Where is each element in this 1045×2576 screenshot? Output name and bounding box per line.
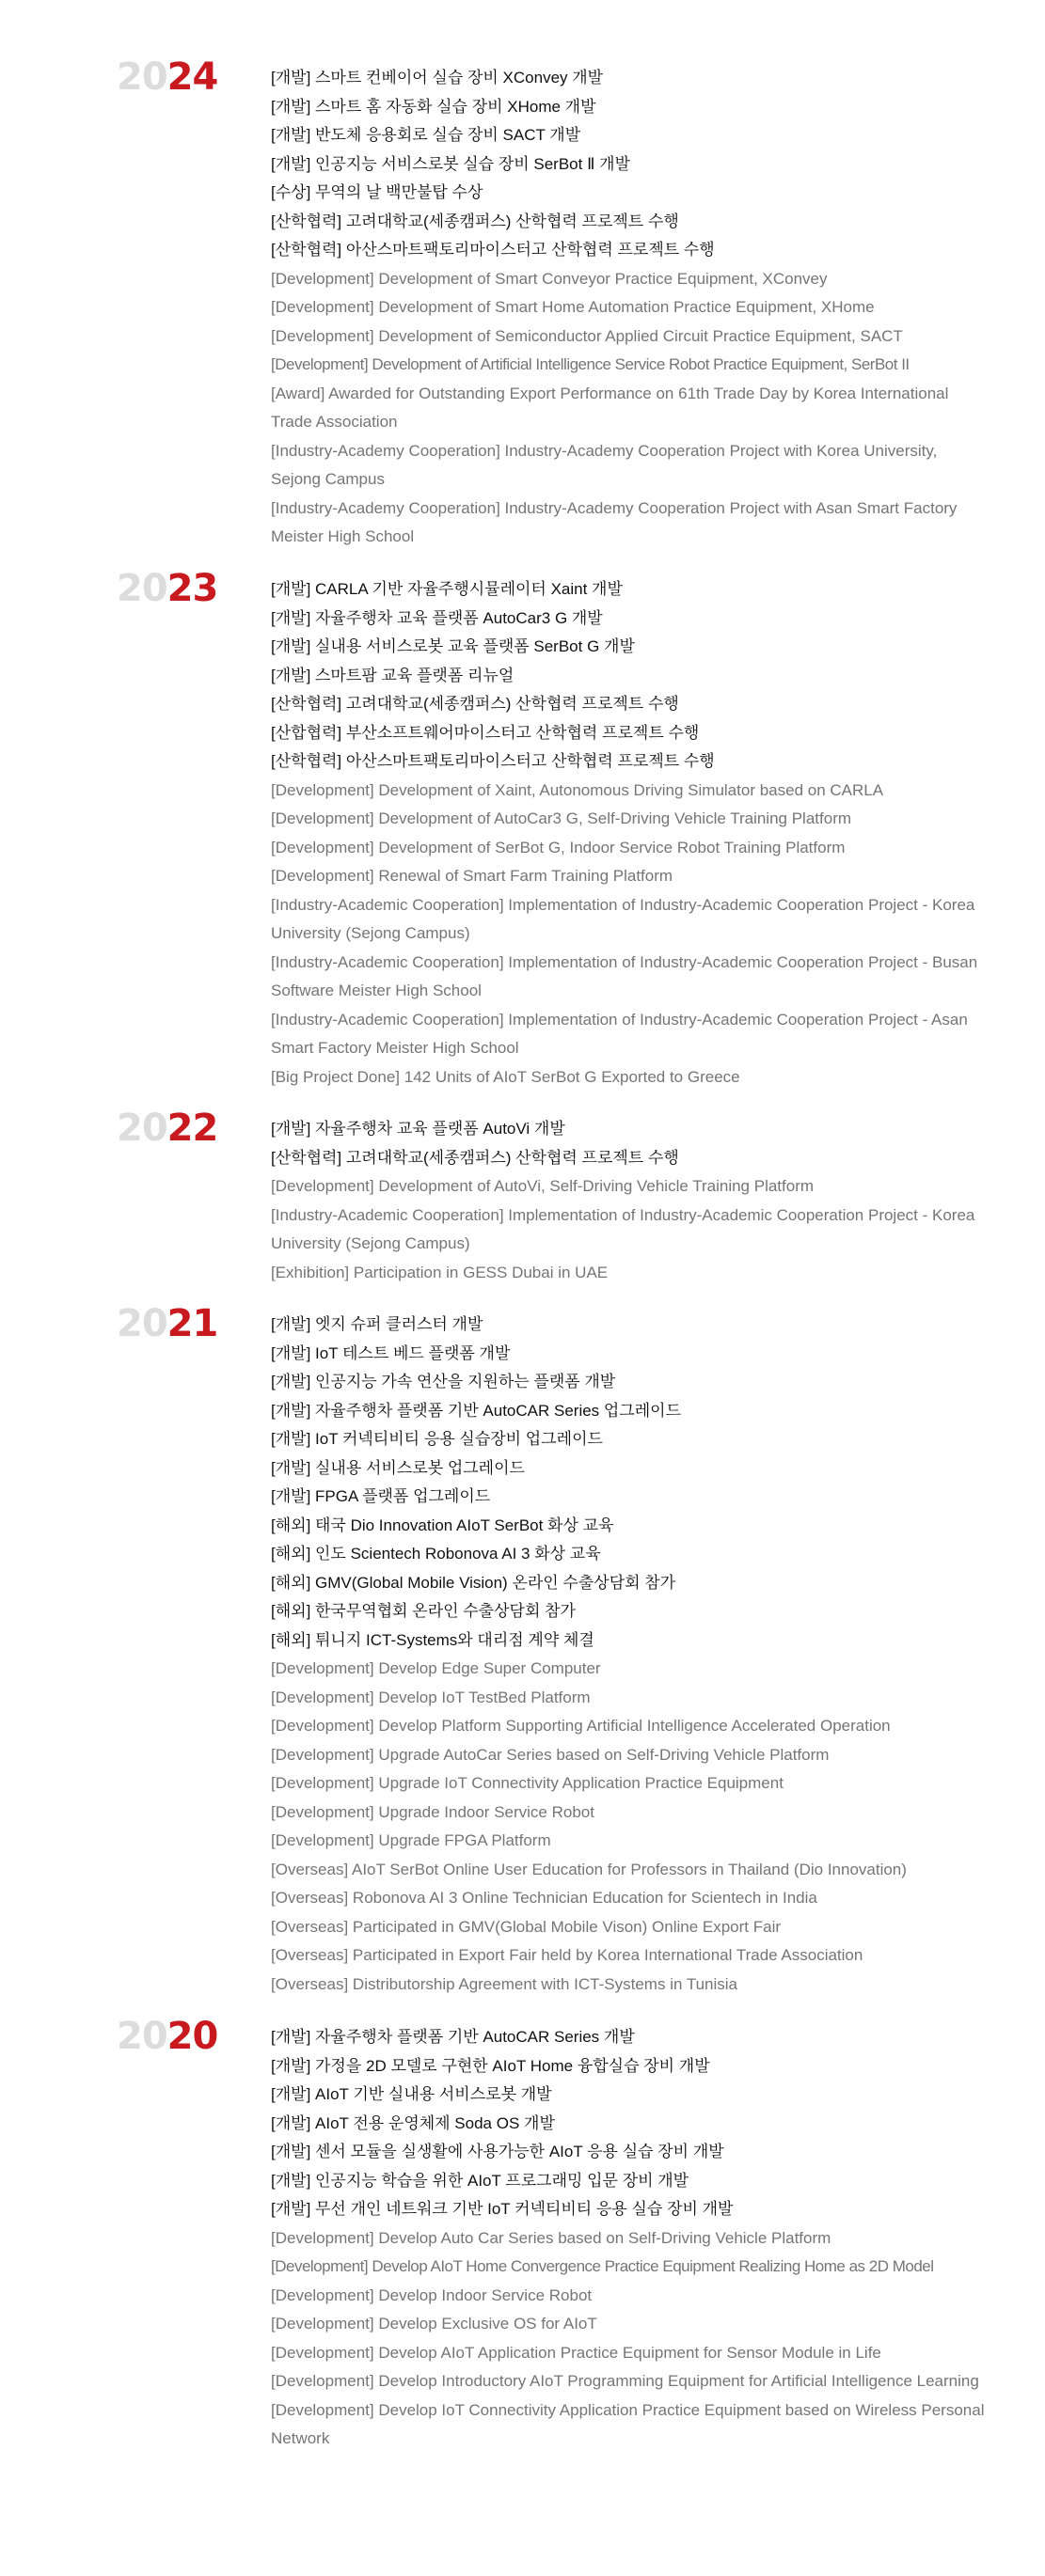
year-suffix: 24 — [166, 55, 218, 99]
history-item: [Development] Development of Xaint, Autonomous Driving Simulator based on CARLA — [271, 780, 884, 799]
history-item: [개발] 자율주행차 교육 플랫폼 AutoVi 개발 — [271, 1120, 565, 1138]
history-item: [개발] AIoT 기반 실내용 서비스로봇 개발 — [271, 2085, 552, 2103]
year-suffix: 20 — [166, 2015, 218, 2058]
year-prefix: 20 — [117, 1107, 167, 1150]
history-item: [Development] Develop Auto Car Series based on Self-Driving Vehicle Platform — [271, 2228, 831, 2247]
year-suffix: 23 — [166, 567, 218, 610]
history-item: [산합협력] 부산소프트웨어마이스터고 산학협력 프로젝트 수행 — [271, 723, 700, 742]
history-item: [Exhibition] Participation in GESS Dubai in UAE — [271, 1263, 609, 1281]
year-heading — [117, 566, 217, 611]
history-item: [해외] GMV(Global Mobile Vision) 온라인 수출상담회 참가 — [271, 1573, 676, 1592]
history-item: [해외] 인도 Scientech Robonova AI 3 화상 교육 — [271, 1545, 601, 1563]
history-item: [개발] CARLA 기반 자율주행시뮬레이터 Xaint 개발 — [271, 580, 623, 598]
history-item: [Development] Development of AutoVi, Self-Driving Vehicle Training Platform — [271, 1177, 815, 1195]
history-item: [Development] Development of AutoCar3 G, Self-Driving Vehicle Training Platform — [271, 809, 852, 827]
history-item: [산학협력] 고려대학교(세종캠퍼스) 산학협력 프로젝트 수행 — [271, 1148, 679, 1167]
history-item: [Development] Upgrade AutoCar Series based on Self-Driving Vehicle Platform — [271, 1745, 830, 1764]
year-heading — [117, 1106, 217, 1151]
year-heading — [117, 1301, 217, 1346]
year-prefix: 20 — [117, 2015, 167, 2058]
history-item: [개발] 엣지 슈퍼 클러스터 개발 — [271, 1315, 483, 1333]
history-item: [산학협력] 고려대학교(세종캠퍼스) 산학협력 프로젝트 수행 — [271, 212, 679, 230]
history-item: [개발] 인공지능 학습을 위한 AIoT 프로그래밍 입문 장비 개발 — [271, 2171, 689, 2190]
history-item: [Development] Develop Platform Supporting Artificial Intelligence Accelerated Operation — [271, 1717, 891, 1735]
history-item: [개발] 스마트팜 교육 플랫폼 리뉴얼 — [271, 666, 515, 684]
history-item: [산학협력] 아산스마트팩토리마이스터고 산학협력 프로젝트 수행 — [271, 241, 715, 259]
history-item: [Big Project Done] 142 Units of AIoT SerBot G Exported to Greece — [271, 1067, 740, 1086]
history-item: [Development] Development of Semiconductor Applied Circuit Practice Equipment, SACT — [271, 326, 903, 345]
history-item: [개발] 실내용 서비스로봇 교육 플랫폼 SerBot G 개발 — [271, 637, 635, 655]
year-item-list — [271, 1311, 986, 1999]
history-item: [Industry-Academy Cooperation] Industry-Academy Cooperation Project with Asan Smart Factory Meister High School — [271, 498, 958, 545]
history-item: [개발] 자율주행차 플랫폼 기반 AutoCAR Series 업그레이드 — [271, 1401, 682, 1420]
history-item: [해외] 태국 Dio Innovation AIoT SerBot 화상 교육 — [271, 1516, 614, 1534]
year-item-list — [271, 2023, 986, 2454]
year-heading — [117, 2014, 217, 2059]
history-item: [개발] 무선 개인 네트워크 기반 IoT 커넥티비티 응용 실습 장비 개발 — [271, 2200, 734, 2218]
history-item: [개발] 스마트 컨베이어 실습 장비 XConvey 개발 — [271, 69, 604, 86]
year-heading — [117, 55, 217, 100]
year-item-list — [271, 575, 986, 1092]
history-item: [Overseas] Distributorship Agreement with ICT-Systems in Tunisia — [271, 1974, 738, 1993]
history-item: [Development] Development of Smart Home Automation Practice Equipment, XHome — [271, 298, 875, 316]
history-item: [Development] Develop AIoT Home Convergence Practice Equipment Realizing Home as 2D Model — [271, 2257, 934, 2275]
history-item: [해외] 한국무역협회 온라인 수출상담회 참가 — [271, 1602, 576, 1620]
history-item: [Industry-Academic Cooperation] Implementation of Industry-Academic Cooperation Project - Korea University (Sejong Campus) — [271, 895, 975, 942]
history-item: [개발] 인공지능 가속 연산을 지원하는 플랫폼 개발 — [271, 1373, 616, 1390]
history-item: [개발] 자율주행차 교육 플랫폼 AutoCar3 G 개발 — [271, 608, 603, 627]
history-item: [개발] 가정을 2D 모델로 구현한 AIoT Home 융합실습 장비 개발 — [271, 2056, 710, 2075]
history-item: [Industry-Academic Cooperation] Implementation of Industry-Academic Cooperation Project - Korea University (Sejong Campus) — [271, 1205, 975, 1252]
year-prefix: 20 — [117, 1302, 167, 1345]
history-item: [Development] Upgrade IoT Connectivity Application Practice Equipment — [271, 1774, 784, 1792]
history-item: [산학협력] 아산스마트팩토리마이스터고 산학협력 프로젝트 수행 — [271, 752, 715, 770]
history-item: [Development] Upgrade FPGA Platform — [271, 1831, 551, 1849]
history-item: [Development] Develop IoT Connectivity Application Practice Equipment based on Wireless Personal Network — [271, 2400, 985, 2447]
history-item: [Development] Develop AIoT Application Practice Equipment for Sensor Module in Life — [271, 2343, 881, 2362]
history-item: [개발] 인공지능 서비스로봇 실습 장비 SerBot Ⅱ 개발 — [271, 154, 631, 173]
history-item: [Development] Upgrade Indoor Service Robot — [271, 1802, 594, 1821]
year-suffix: 21 — [166, 1302, 218, 1345]
history-item: [개발] FPGA 플랫폼 업그레이드 — [271, 1487, 491, 1505]
history-item: [Development] Development of SerBot G, Indoor Service Robot Training Platform — [271, 838, 846, 856]
history-item: [Overseas] Participated in Export Fair held by Korea International Trade Association — [271, 1946, 863, 1964]
history-item: [개발] 센서 모듈을 실생활에 사용가능한 AIoT 응용 실습 장비 개발 — [271, 2143, 724, 2160]
year-item-list — [271, 1115, 986, 1287]
history-item: [Development] Renewal of Smart Farm Training Platform — [271, 867, 673, 885]
history-item: [Development] Develop IoT TestBed Platform — [271, 1688, 591, 1706]
history-item: [개발] IoT 커넥티비티 응용 실습장비 업그레이드 — [271, 1430, 603, 1448]
history-item: [Development] Development of Smart Conveyor Practice Equipment, XConvey — [271, 269, 828, 288]
history-item: [개발] 반도체 응용회로 실습 장비 SACT 개발 — [271, 126, 581, 144]
history-item: [개발] 실내용 서비스로봇 업그레이드 — [271, 1458, 525, 1477]
history-item: [개발] IoT 테스트 베드 플랫폼 개발 — [271, 1343, 511, 1362]
history-item: [Development] Develop Indoor Service Robot — [271, 2285, 593, 2304]
history-item: [Development] Development of Artificial Intelligence Service Robot Practice Equipment, SerBot II — [271, 355, 910, 373]
history-item: [Development] Develop Exclusive OS for AIoT — [271, 2315, 597, 2333]
history-item: [산학협력] 고려대학교(세종캠퍼스) 산학협력 프로젝트 수행 — [271, 695, 679, 713]
history-item: [수상] 무역의 날 백만불탑 수상 — [271, 183, 483, 201]
history-item: [Overseas] AIoT SerBot Online User Education for Professors in Thailand (Dio Innovation) — [271, 1860, 907, 1878]
year-prefix: 20 — [117, 567, 167, 610]
history-item: [Industry-Academic Cooperation] Implementation of Industry-Academic Cooperation Project - Asan Smart Factory Meister High School — [271, 1010, 968, 1057]
history-item: [해외] 튀니지 ICT-Systems와 대리점 계약 체결 — [271, 1630, 594, 1649]
year-prefix: 20 — [117, 55, 167, 99]
history-item: [Development] Develop Introductory AIoT Programming Equipment for Artificial Intelligence Learning — [271, 2372, 979, 2390]
history-item: [Development] Develop Edge Super Computer — [271, 1659, 601, 1677]
history-item: [개발] 스마트 홈 자동화 실습 장비 XHome 개발 — [271, 97, 596, 116]
year-item-list — [271, 64, 986, 552]
history-item: [개발] 자율주행차 플랫폼 기반 AutoCAR Series 개발 — [271, 2028, 635, 2046]
history-item: [Industry-Academic Cooperation] Implementation of Industry-Academic Cooperation Project - Busan Software Meister High School — [271, 952, 978, 999]
history-item: [개발] AIoT 전용 운영체제 Soda OS 개발 — [271, 2113, 555, 2132]
year-suffix: 22 — [166, 1107, 218, 1150]
history-item: [Overseas] Robonova AI 3 Online Technician Education for Scientech in India — [271, 1889, 817, 1907]
history-item: [Overseas] Participated in GMV(Global Mobile Vison) Online Export Fair — [271, 1917, 782, 1936]
history-item: [Industry-Academy Cooperation] Industry-Academy Cooperation Project with Korea University, Sejong Campus — [271, 441, 938, 488]
history-item: [Award] Awarded for Outstanding Export Performance on 61th Trade Day by Korea International Trade Association — [271, 384, 949, 431]
